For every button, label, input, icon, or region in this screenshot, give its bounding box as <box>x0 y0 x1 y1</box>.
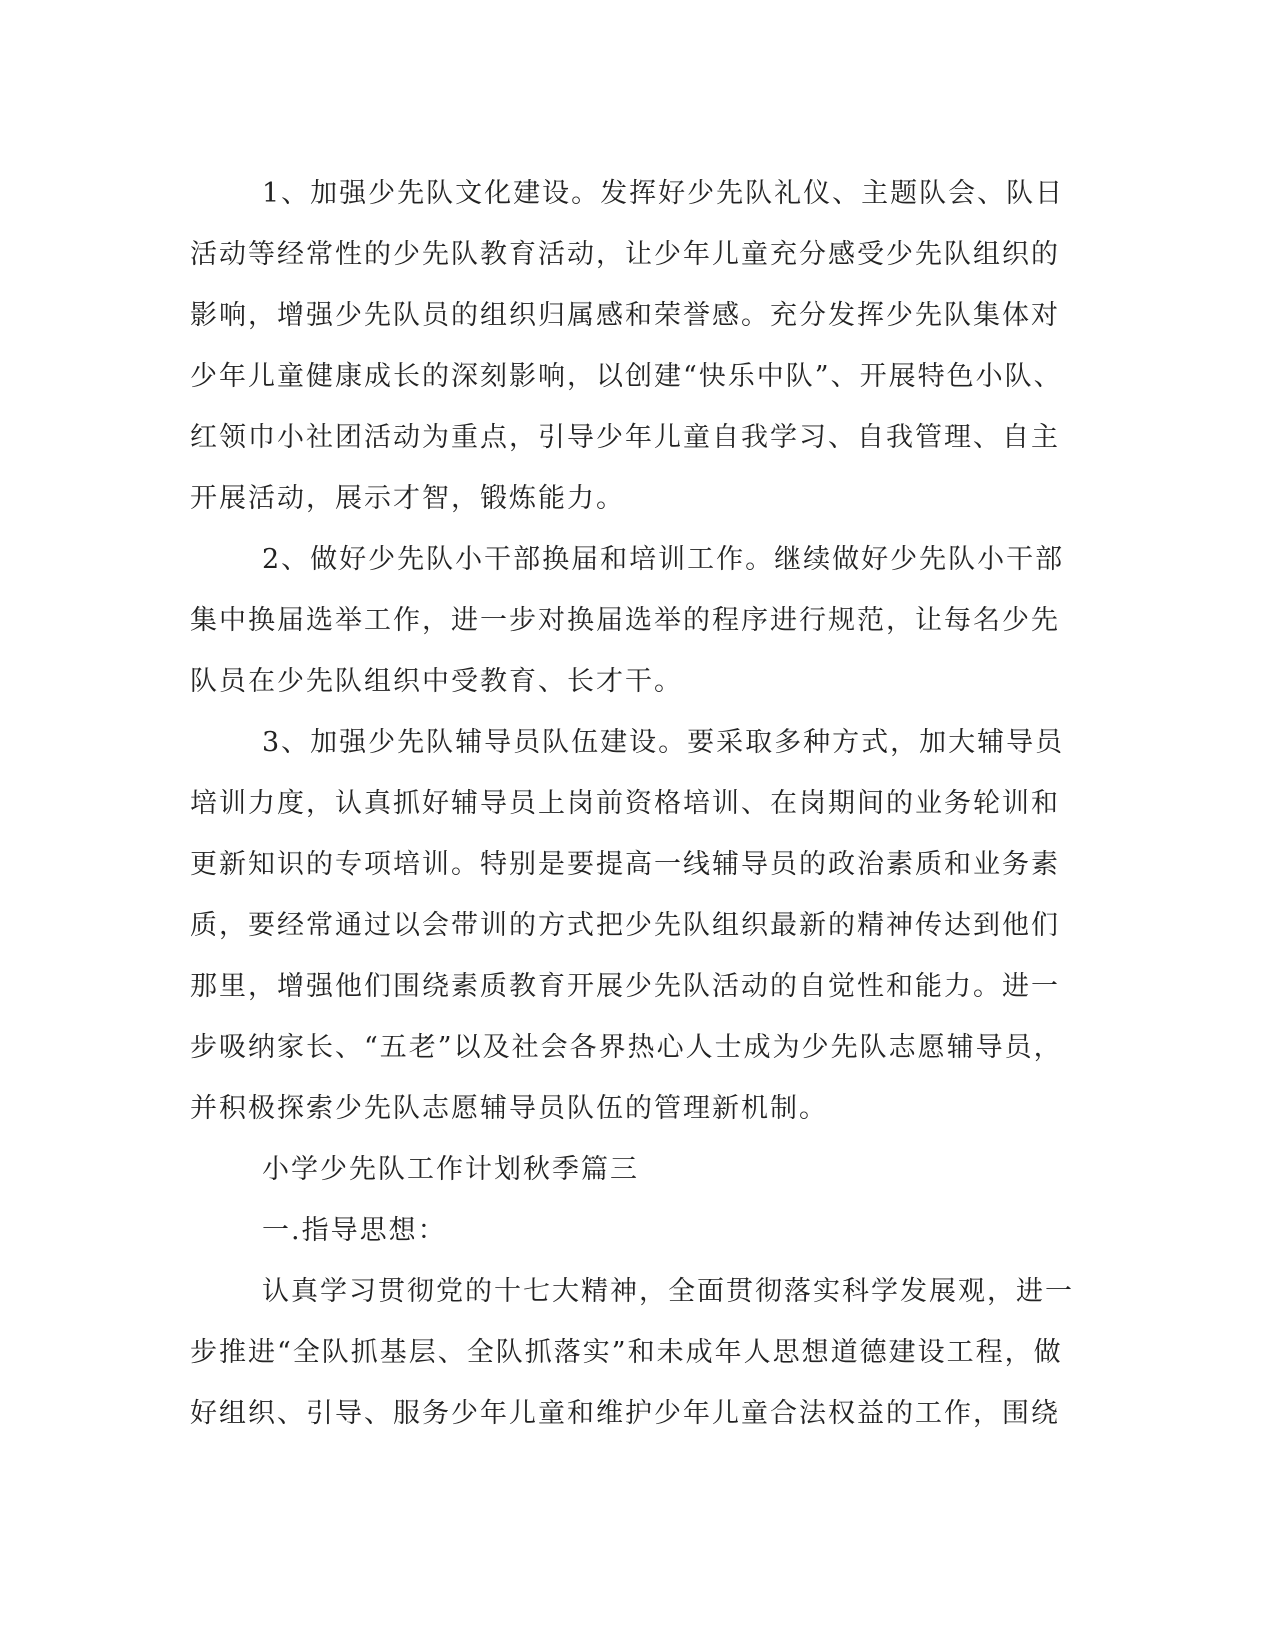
paragraph-line: 步吸纳家长、“五老”以及社会各界热心人士成为少先队志愿辅导员， <box>190 1032 1063 1063</box>
subheading-text: 一.指导思想： <box>262 1215 447 1246</box>
section-heading-text: 小学少先队工作计划秋季篇三 <box>262 1154 639 1185</box>
paragraph-line: 2、做好少先队小干部换届和培训工作。继续做好少先队小干部 <box>262 544 1065 575</box>
paragraph-line: 红领巾小社团活动为重点，引导少年儿童自我学习、自我管理、自主 <box>190 422 1060 453</box>
paragraph-line: 3、加强少先队辅导员队伍建设。要采取多种方式，加大辅导员 <box>262 727 1065 758</box>
paragraph-line: 开展活动，展示才智，锻炼能力。 <box>190 483 625 514</box>
paragraph-line: 队员在少先队组织中受教育、长才干。 <box>190 666 683 697</box>
paragraph-line: 影响，增强少先队员的组织归属感和荣誉感。充分发挥少先队集体对 <box>190 300 1060 331</box>
paragraph-2 <box>190 529 1065 712</box>
paragraph-line: 那里，增强他们围绕素质教育开展少先队活动的自觉性和能力。进一 <box>190 971 1060 1002</box>
paragraph-4 <box>190 1261 1074 1444</box>
paragraph-line: 步推进“全队抓基层、全队抓落实”和未成年人思想道德建设工程，做 <box>190 1337 1063 1368</box>
paragraph-1 <box>190 163 1065 529</box>
paragraph-3 <box>190 712 1065 1139</box>
paragraph-line: 活动等经常性的少先队教育活动，让少年儿童充分感受少先队组织的 <box>190 239 1060 270</box>
paragraph-line: 好组织、引导、服务少年儿童和维护少年儿童合法权益的工作，围绕 <box>190 1398 1060 1429</box>
paragraph-line: 认真学习贯彻党的十七大精神，全面贯彻落实科学发展观，进一 <box>262 1276 1074 1307</box>
paragraph-line: 培训力度，认真抓好辅导员上岗前资格培训、在岗期间的业务轮训和 <box>190 788 1060 819</box>
section-heading <box>190 1139 1050 1200</box>
document-body <box>190 163 1074 1444</box>
subheading <box>190 1200 1050 1261</box>
paragraph-line: 集中换届选举工作，进一步对换届选举的程序进行规范，让每名少先 <box>190 605 1060 636</box>
paragraph-line: 并积极探索少先队志愿辅导员队伍的管理新机制。 <box>190 1093 828 1124</box>
paragraph-line: 1、加强少先队文化建设。发挥好少先队礼仪、主题队会、队日 <box>262 178 1065 209</box>
paragraph-line: 质，要经常通过以会带训的方式把少先队组织最新的精神传达到他们 <box>190 910 1060 941</box>
paragraph-line: 少年儿童健康成长的深刻影响，以创建“快乐中队”、开展特色小队、 <box>190 361 1063 392</box>
paragraph-line: 更新知识的专项培训。特别是要提高一线辅导员的政治素质和业务素 <box>190 849 1060 880</box>
